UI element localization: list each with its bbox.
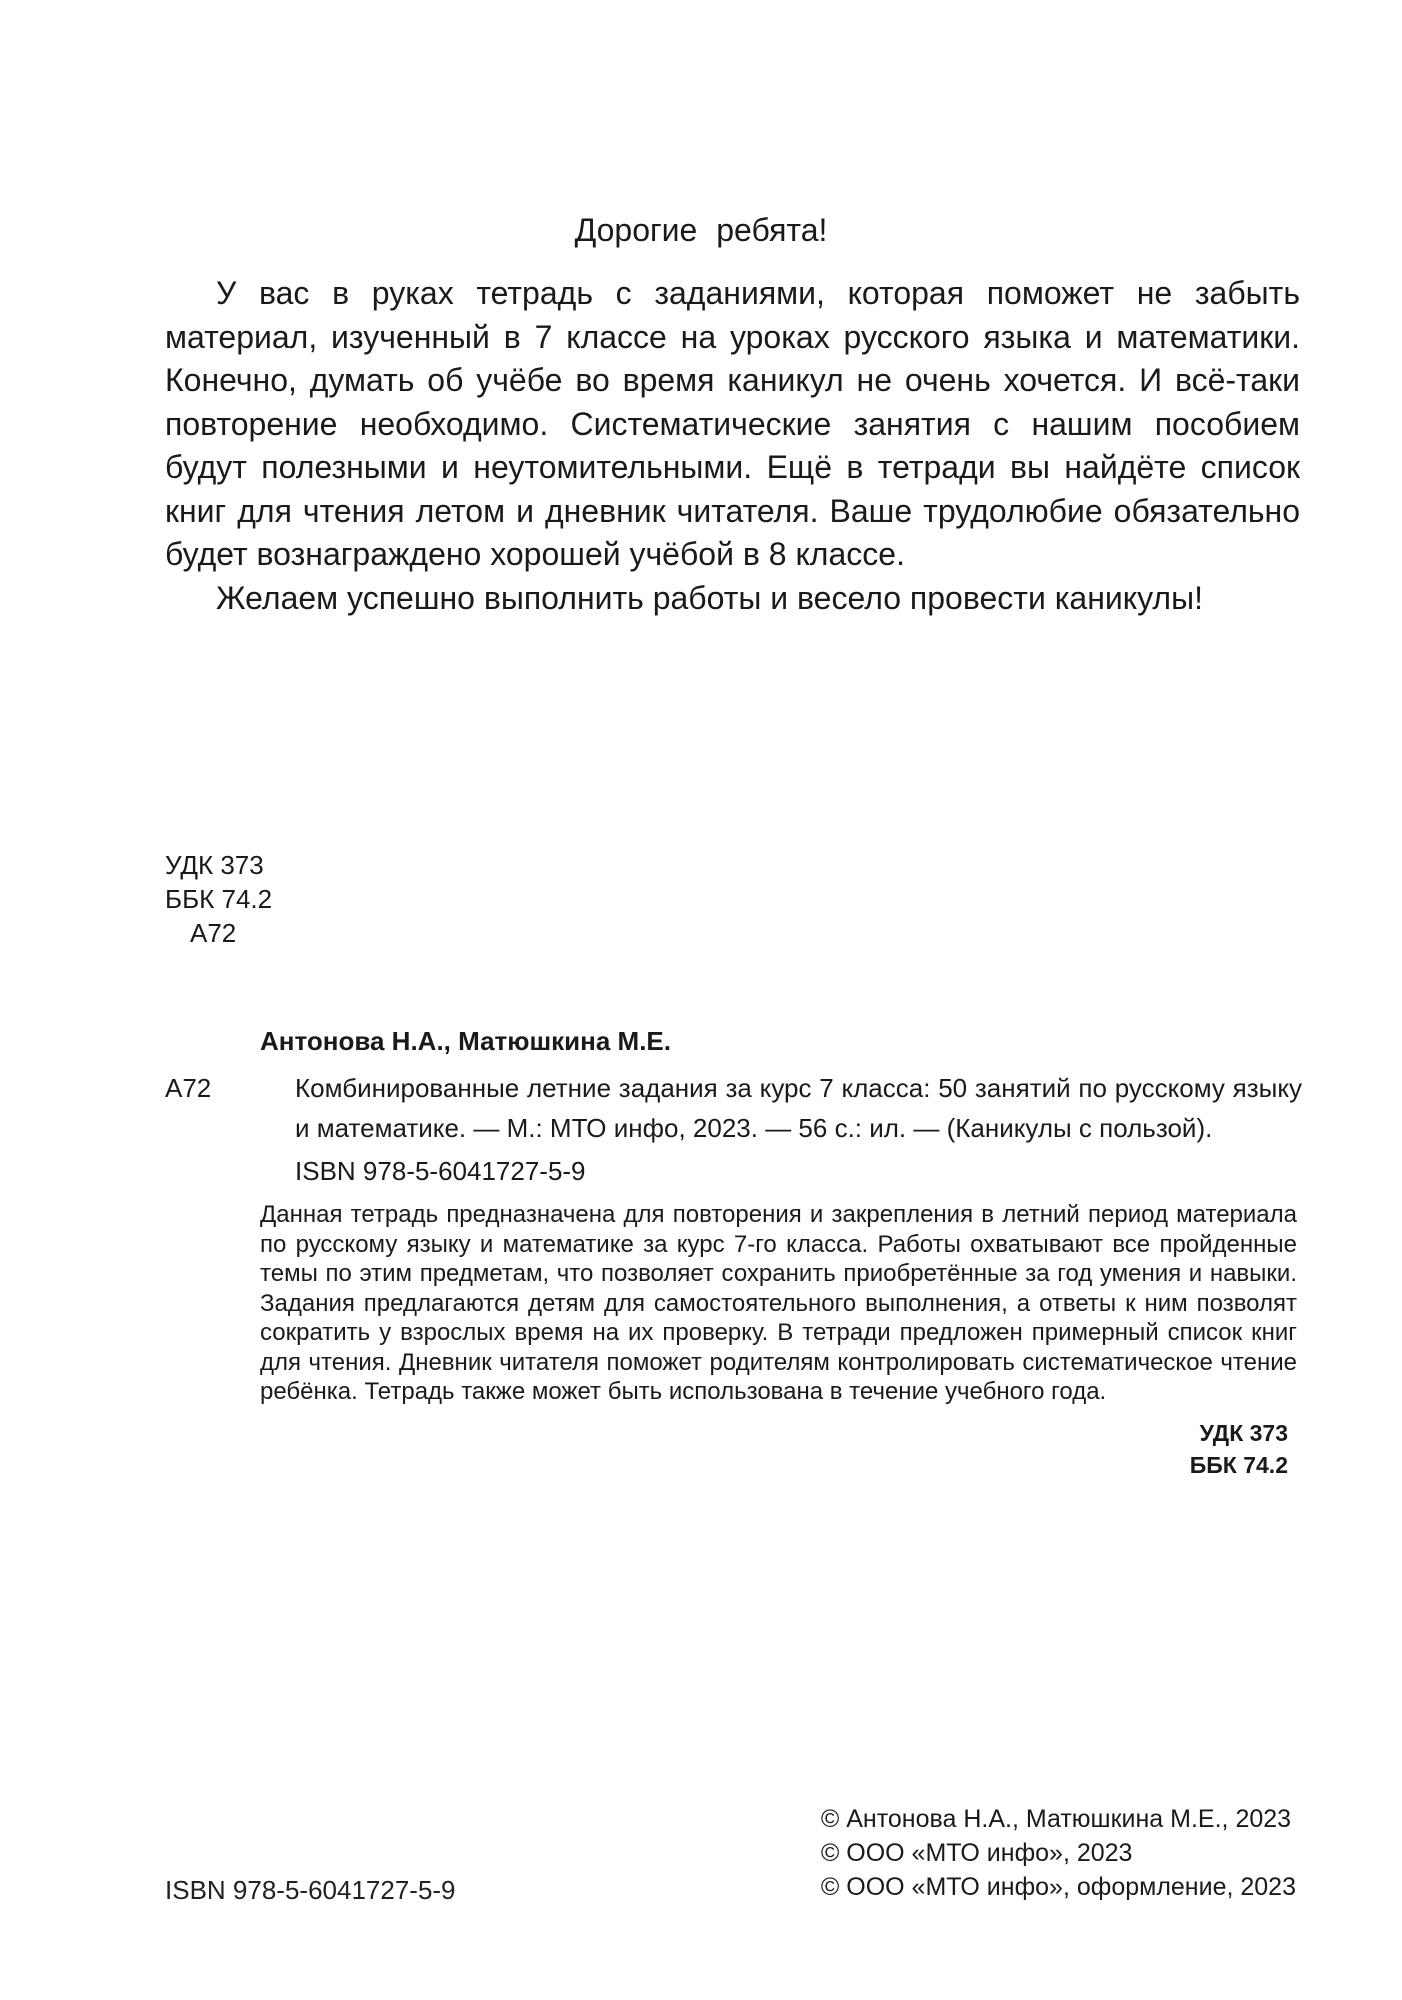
catalog-entry [165, 1068, 1302, 1148]
copyright-block [821, 1802, 1296, 1904]
catalog-udk: УДК 373 [1199, 1419, 1288, 1446]
isbn-bottom: ISBN 978-5-6041727-5-9 [165, 1875, 456, 1905]
author-mark: А72 [190, 918, 237, 948]
copyright-line: © ООО «МТО инфо», оформление, 2023 [820, 1873, 1296, 1901]
catalog-indexes [165, 1417, 1302, 1481]
catalog-isbn: ISBN 978-5-6041727-5-9 [295, 1156, 586, 1186]
classification-codes [165, 848, 272, 950]
letter-paragraph: Желаем успешно выполнить работы и весело провести каникулы! [216, 579, 1203, 616]
copyright-line: © Антонова Н.А., Матюшкина М.Е., 2023 [820, 1805, 1292, 1833]
copyright-line: © ООО «МТО инфо», 2023 [820, 1839, 1133, 1867]
catalog-bbk: ББК 74.2 [1189, 1451, 1288, 1478]
udk-code: УДК 373 [165, 850, 264, 880]
letter-text [165, 272, 1300, 620]
catalog-annotation: Данная тетрадь предназначена для повторения и закрепления в летний период материала по русскому языку и математике за курс 7-го класса. Работы охватывают все пройденные темы по этим предметам, что позволяет сохранить приобретённые за год умения и навыки. Задания предлагаются детям для самостоятельного выполнения, а ответы к ним позволят сократить у взрослых время на их проверку. В тетради предложен примерный список книг для чтения. Дневник читателя поможет родителям контролировать систематическое чтение ребёнка. Тетрадь также может быть использована в течение учебного года. [260, 1201, 1297, 1405]
greeting-heading: Дорогие ребята! [574, 212, 828, 248]
catalog-description: Комбинированные летние задания за курс 7 класса: 50 занятий по русскому языку и математике. — М.: МТО инфо, 2023. — 56 с.: ил. — (Каникулы с пользой). [295, 1073, 1302, 1143]
letter-paragraph: У вас в руках тетрадь с заданиями, которая поможет не забыть материал, изученный в 7 классе на уроках русского языка и математики. Конечно, думать об учёбе во время каникул не очень хочется. И всё-таки повторение необходимо. Систематические занятия с нашим пособием будут полезными и неутомительными. Ещё в тетради вы найдёте список книг для чтения летом и дневник читателя. Ваше трудолюбие обязательно будет вознаграждено хорошей учёбой в 8 классе. [165, 275, 1300, 572]
catalog-record [165, 1020, 1302, 1481]
catalog-authors: Антонова Н.А., Матюшкина М.Е. [260, 1026, 671, 1056]
bbk-code: ББК 74.2 [165, 884, 273, 914]
catalog-cipher: А72 [165, 1073, 212, 1103]
